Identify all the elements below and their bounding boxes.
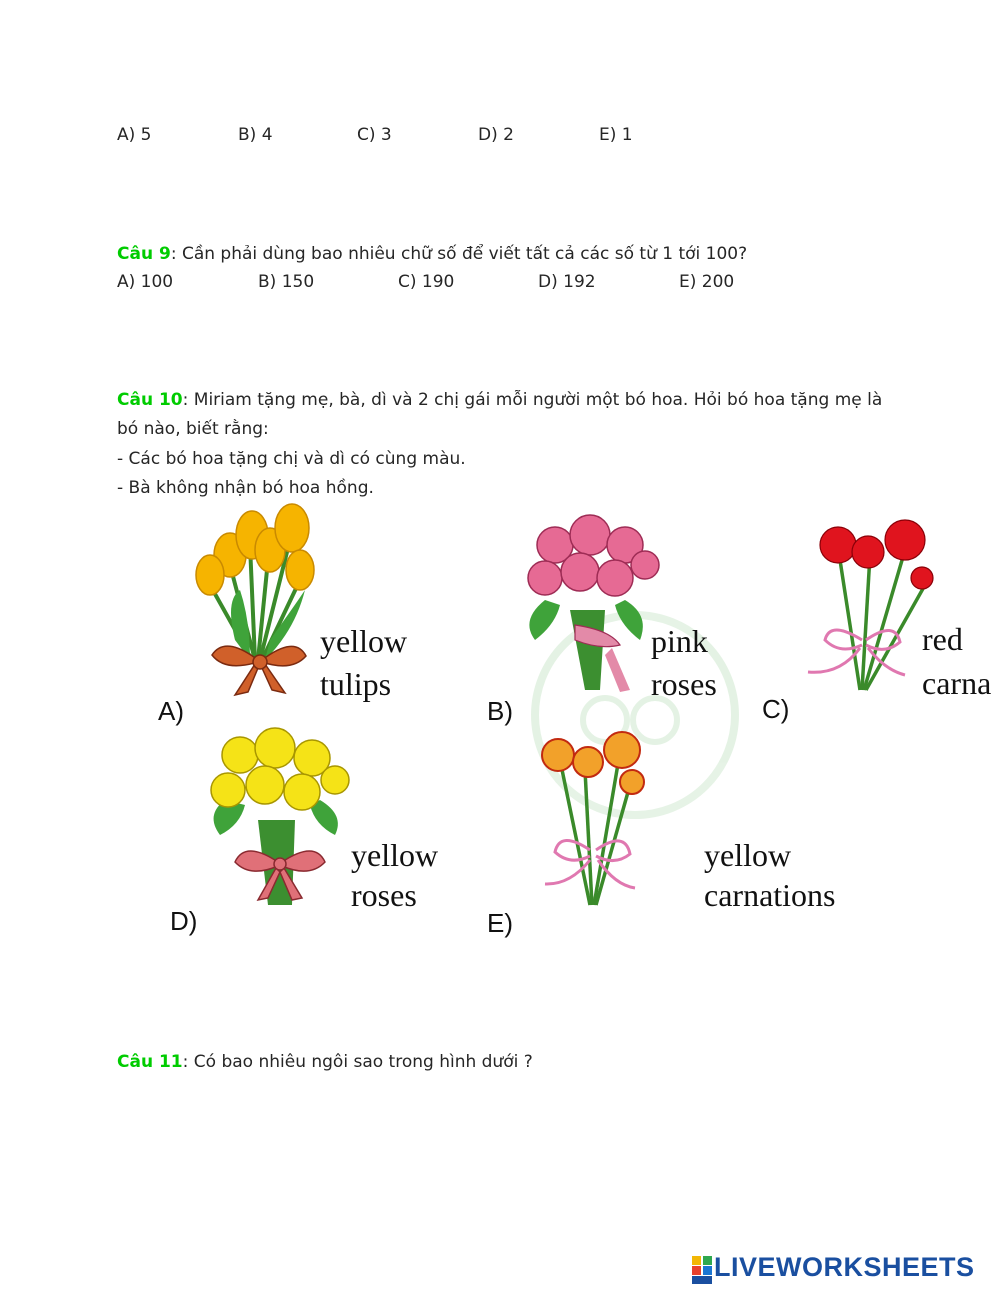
bouquet-a-name-2: tulips: [320, 666, 392, 702]
q8-option-b[interactable]: B) 4: [238, 125, 273, 145]
bouquet-e-name-2: carnations: [704, 877, 836, 913]
liveworksheets-icon: [692, 1256, 712, 1284]
bouquet-d-letter: D): [170, 906, 198, 936]
brand-name: LIVEWORKSHEETS: [714, 1252, 975, 1282]
bouquet-c-letter: C): [762, 694, 790, 724]
bouquet-b-name-2: roses: [651, 666, 717, 702]
bouquet-a-tulips[interactable]: [196, 504, 314, 695]
bouquet-e-name-1: yellow: [704, 837, 792, 873]
q8-option-d[interactable]: D) 2: [478, 125, 514, 145]
q9-text: : Cần phải dùng bao nhiêu chữ số để viết tất cả các số từ 1 tới 100?: [170, 244, 748, 264]
q9-option-a[interactable]: A) 100: [117, 272, 174, 292]
q11-label: Câu 11: [117, 1052, 183, 1072]
bouquet-b-letter: B): [487, 696, 513, 726]
liveworksheets-logo: [692, 1254, 992, 1286]
q9-label: Câu 9: [117, 244, 171, 264]
q9-option-d[interactable]: D) 192: [538, 272, 596, 292]
q8-option-e[interactable]: E) 1: [599, 125, 633, 145]
bouquet-c-name-2: carna: [922, 665, 992, 701]
q8-option-c[interactable]: C) 3: [357, 125, 392, 145]
bouquet-a-name-1: yellow: [320, 623, 408, 659]
bouquet-d-name-2: roses: [351, 877, 417, 913]
q9-option-b[interactable]: B) 150: [258, 272, 315, 292]
bouquet-a-letter: A): [158, 696, 184, 726]
q10-line2: bó nào, biết rằng:: [117, 419, 269, 439]
q10-line4: - Bà không nhận bó hoa hồng.: [117, 478, 374, 498]
bouquet-c-carnations[interactable]: [808, 520, 933, 690]
q11-prompt: [117, 1048, 533, 1077]
q8-option-a[interactable]: A) 5: [117, 125, 152, 145]
q9-option-c[interactable]: C) 190: [398, 272, 455, 292]
bouquet-d-roses[interactable]: [211, 728, 349, 905]
q9-option-e[interactable]: E) 200: [679, 272, 735, 292]
bouquet-d-name-1: yellow: [351, 837, 439, 873]
q10-line1: : Miriam tặng mẹ, bà, dì và 2 chị gái mỗi người một bó hoa. Hỏi bó hoa tặng mẹ là: [182, 390, 883, 410]
q10-line3: - Các bó hoa tặng chị và dì có cùng màu.: [117, 449, 466, 469]
q11-text: : Có bao nhiêu ngôi sao trong hình dưới ?: [182, 1052, 533, 1072]
q10-label: Câu 10: [117, 390, 183, 410]
bouquet-b-name-1: pink: [651, 623, 708, 659]
bouquet-e-letter: E): [487, 908, 513, 938]
bouquet-c-name-1: red: [922, 621, 963, 657]
